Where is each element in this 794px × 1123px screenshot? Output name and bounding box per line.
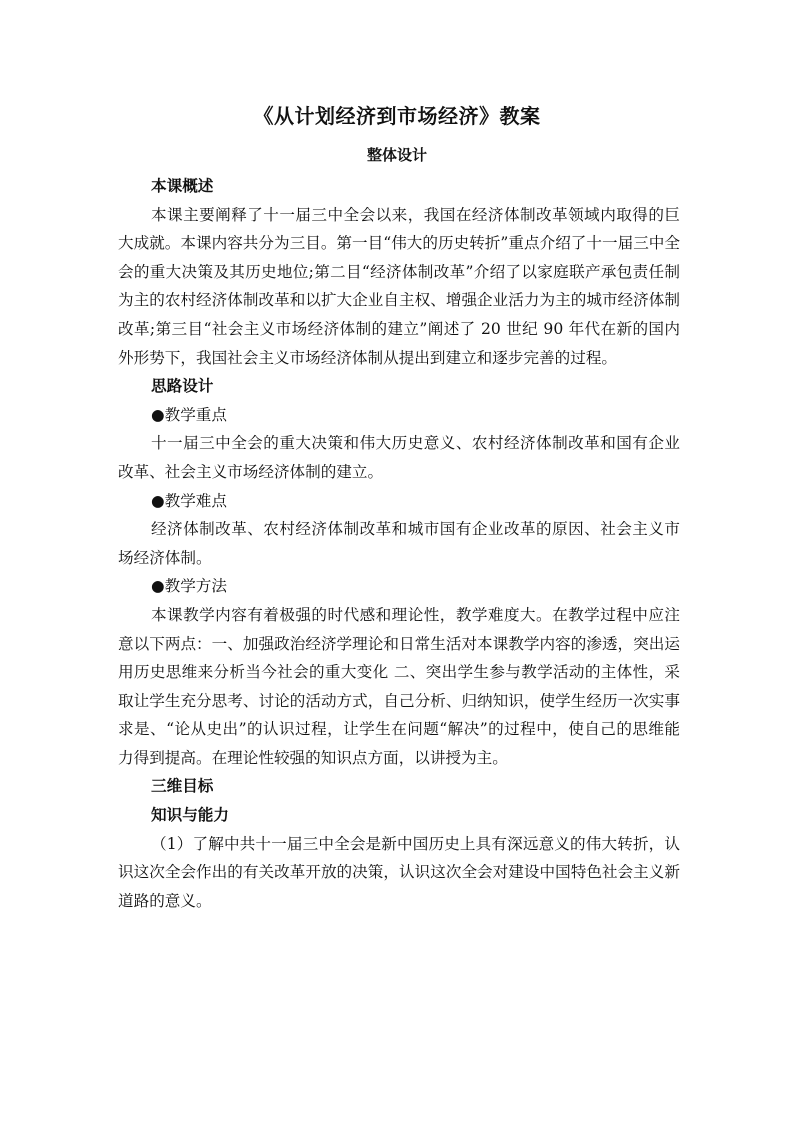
goals-heading: 三维目标 <box>151 776 214 796</box>
design-heading: 思路设计 <box>151 376 214 396</box>
document-body <box>118 172 680 915</box>
difficult-points-heading: ●教学难点 <box>151 491 227 510</box>
methods-paragraph: 本课教学内容有着极强的时代感和理论性，教学难度大。在教学过程中应注意以下两点：一、加强政治经济学理论和日常生活对本课教学内容的渗透，突出运用历史思维来分析当今社会的重大变化 二、突出学生参与教学活动的主体性，采取让学生充分思考、讨论的活动方式，自己分析、归纳知识，使学生经历一次实事求是、“论从史出”的认识过程，让学生在问题“解决”的过程中，使自己的思维能力得到提高。在理论性较强的知识点方面，以讲授为主。 <box>118 605 680 767</box>
knowledge-item-1: （1）了解中共十一届三中全会是新中国历史上具有深远意义的伟大转折，认识这次全会作出的有关改革开放的决策，认识这次全会对建设中国特色社会主义新道路的意义。 <box>118 834 680 910</box>
difficult-points-paragraph: 经济体制改革、农村经济体制改革和城市国有企业改革的原因、社会主义市场经济体制。 <box>118 520 680 567</box>
document-subtitle: 整体设计 <box>366 146 427 164</box>
document-title: 《从计划经济到市场经济》教案 <box>253 104 541 128</box>
overview-heading: 本课概述 <box>151 176 214 195</box>
overview-paragraph: 本课主要阐释了十一届三中全会以来，我国在经济体制改革领域内取得的巨大成就。本课内容共分为三目。第一目“伟大的历史转折”重点介绍了十一届三中全会的重大决策及其历史地位;第二目“经济体制改革”介绍了以家庭联产承包责任制为主的农村经济体制改革和以扩大企业自主权、增强企业活力为主的城市经济体制改革;第三目“社会主义市场经济体制的建立”阐述了 20 世纪 90 年代在新的国内外形势下，我国社会主义市场经济体制从提出到建立和逐步完善的过程。 <box>118 205 680 367</box>
key-points-heading: ●教学重点 <box>151 405 227 424</box>
methods-heading: ●教学方法 <box>151 577 227 596</box>
knowledge-heading: 知识与能力 <box>151 805 229 825</box>
key-points-paragraph: 十一届三中全会的重大决策和伟大历史意义、农村经济体制改革和国有企业改革、社会主义市场经济体制的建立。 <box>118 434 680 481</box>
